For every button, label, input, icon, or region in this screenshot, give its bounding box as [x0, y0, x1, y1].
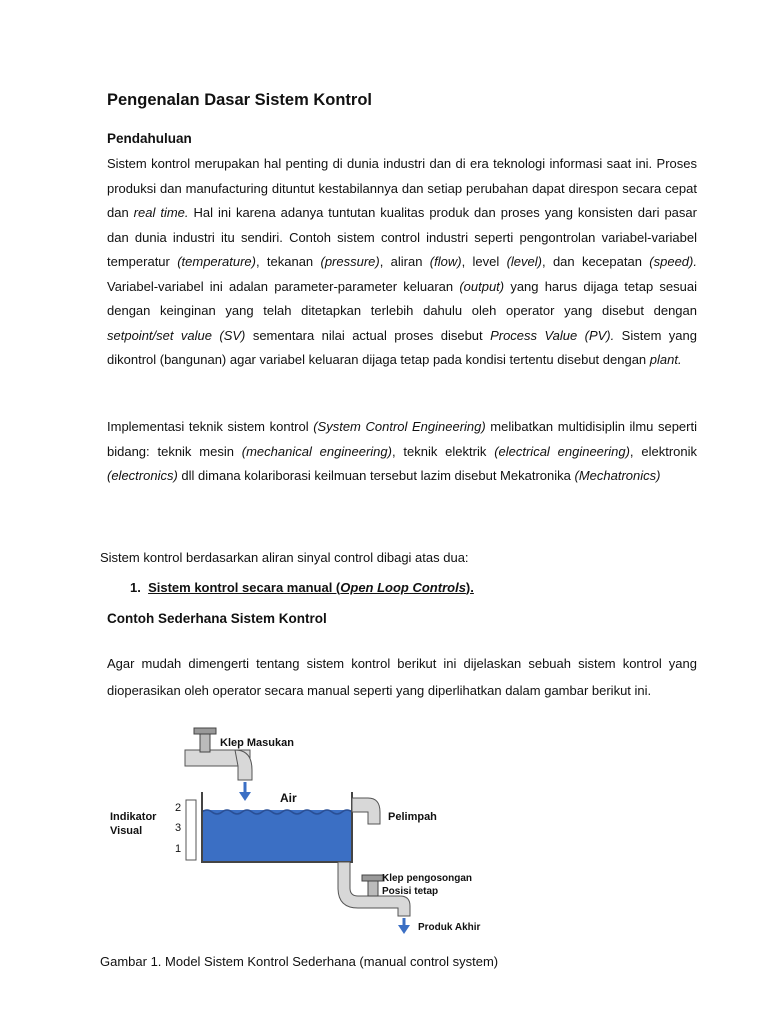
- inlet-pipe: [185, 728, 252, 780]
- list-item-open-loop: 1. Sistem kontrol secara manual (Open Loop Controls).: [130, 580, 474, 595]
- label-produk-akhir: Produk Akhir: [418, 922, 481, 933]
- label-pelimpah: Pelimpah: [388, 811, 437, 823]
- paragraph-contoh: Agar mudah dimengerti tentang sistem kontrol berikut ini dijelaskan sebuah sistem kontrol yang dioperasikan oleh operator secara manual seperti yang diperlihatkan dalam gambar berikut ini.: [107, 656, 697, 698]
- label-klep-pengosongan: Klep pengosongan: [382, 873, 472, 884]
- outlet-valve-icon: [368, 880, 378, 896]
- label-posisi-tetap: Posisi tetap: [382, 886, 439, 897]
- scale-mark: 3: [175, 822, 182, 834]
- intro-line: Sistem kontrol berdasarkan aliran sinyal control dibagi atas dua:: [100, 550, 469, 565]
- label-klep-masukan: Klep Masukan: [220, 737, 294, 749]
- overflow-pipe: [352, 798, 380, 824]
- inlet-valve-icon: [200, 732, 210, 752]
- section-heading-contoh: Contoh Sederhana Sistem Kontrol: [107, 611, 327, 626]
- scale-mark: 1: [175, 843, 182, 855]
- section-heading-pendahuluan: Pendahuluan: [107, 131, 192, 146]
- tank-diagram: [100, 720, 490, 940]
- figure-caption: Gambar 1. Model Sistem Kontrol Sederhana (manual control system): [100, 954, 499, 969]
- paragraph-intro: Sistem kontrol merupakan hal penting di dunia industri dan di era teknologi informasi saat ini. Proses produksi dan manufacturing dituntut kestabilannya dan setiap perubahan dapat direspon secara cepat dan real time. Hal ini karena adanya tuntutan kualitas produk dan proses yang konsisten dari pasar dan dunia industri itu sendiri. Contoh sistem control industri seperti pengontrolan variabel-variabel temperatur (temperature), tekanan (pressure), aliran (flow), level (level), dan kecepatan (speed). Variabel-variabel ini adalan parameter-parameter keluaran (output) yang harus dijaga tetap sesuai dengan keinginan yang telah ditetapkan terlebih dahulu oleh operator yang disebut dengan setpoint/set value (SV) sementara nilai actual proses disebut Process Value (PV). Sistem yang dikontrol (bangunan) agar variabel keluaran dijaga tetap pada kondisi tertentu disebut dengan plant.: [107, 156, 697, 367]
- visual-indicator: [186, 800, 196, 860]
- label-air: Air: [280, 791, 297, 805]
- scale-mark: 2: [175, 802, 182, 814]
- label-visual: Visual: [110, 825, 143, 837]
- manual-control-figure: [100, 720, 490, 940]
- water-body: [202, 810, 352, 862]
- label-indikator: Indikator: [110, 811, 157, 823]
- page-title: Pengenalan Dasar Sistem Kontrol: [107, 91, 372, 109]
- paragraph-implementation: Implementasi teknik sistem kontrol (System Control Engineering) melibatkan multidisiplin ilmu seperti bidang: teknik mesin (mechanical engineering), teknik elektrik (electrical engineering), elektronik (electronics) dll dimana kolariborasi keilmuan tersebut lazim disebut Mekatronika (Mechatronics): [107, 419, 697, 483]
